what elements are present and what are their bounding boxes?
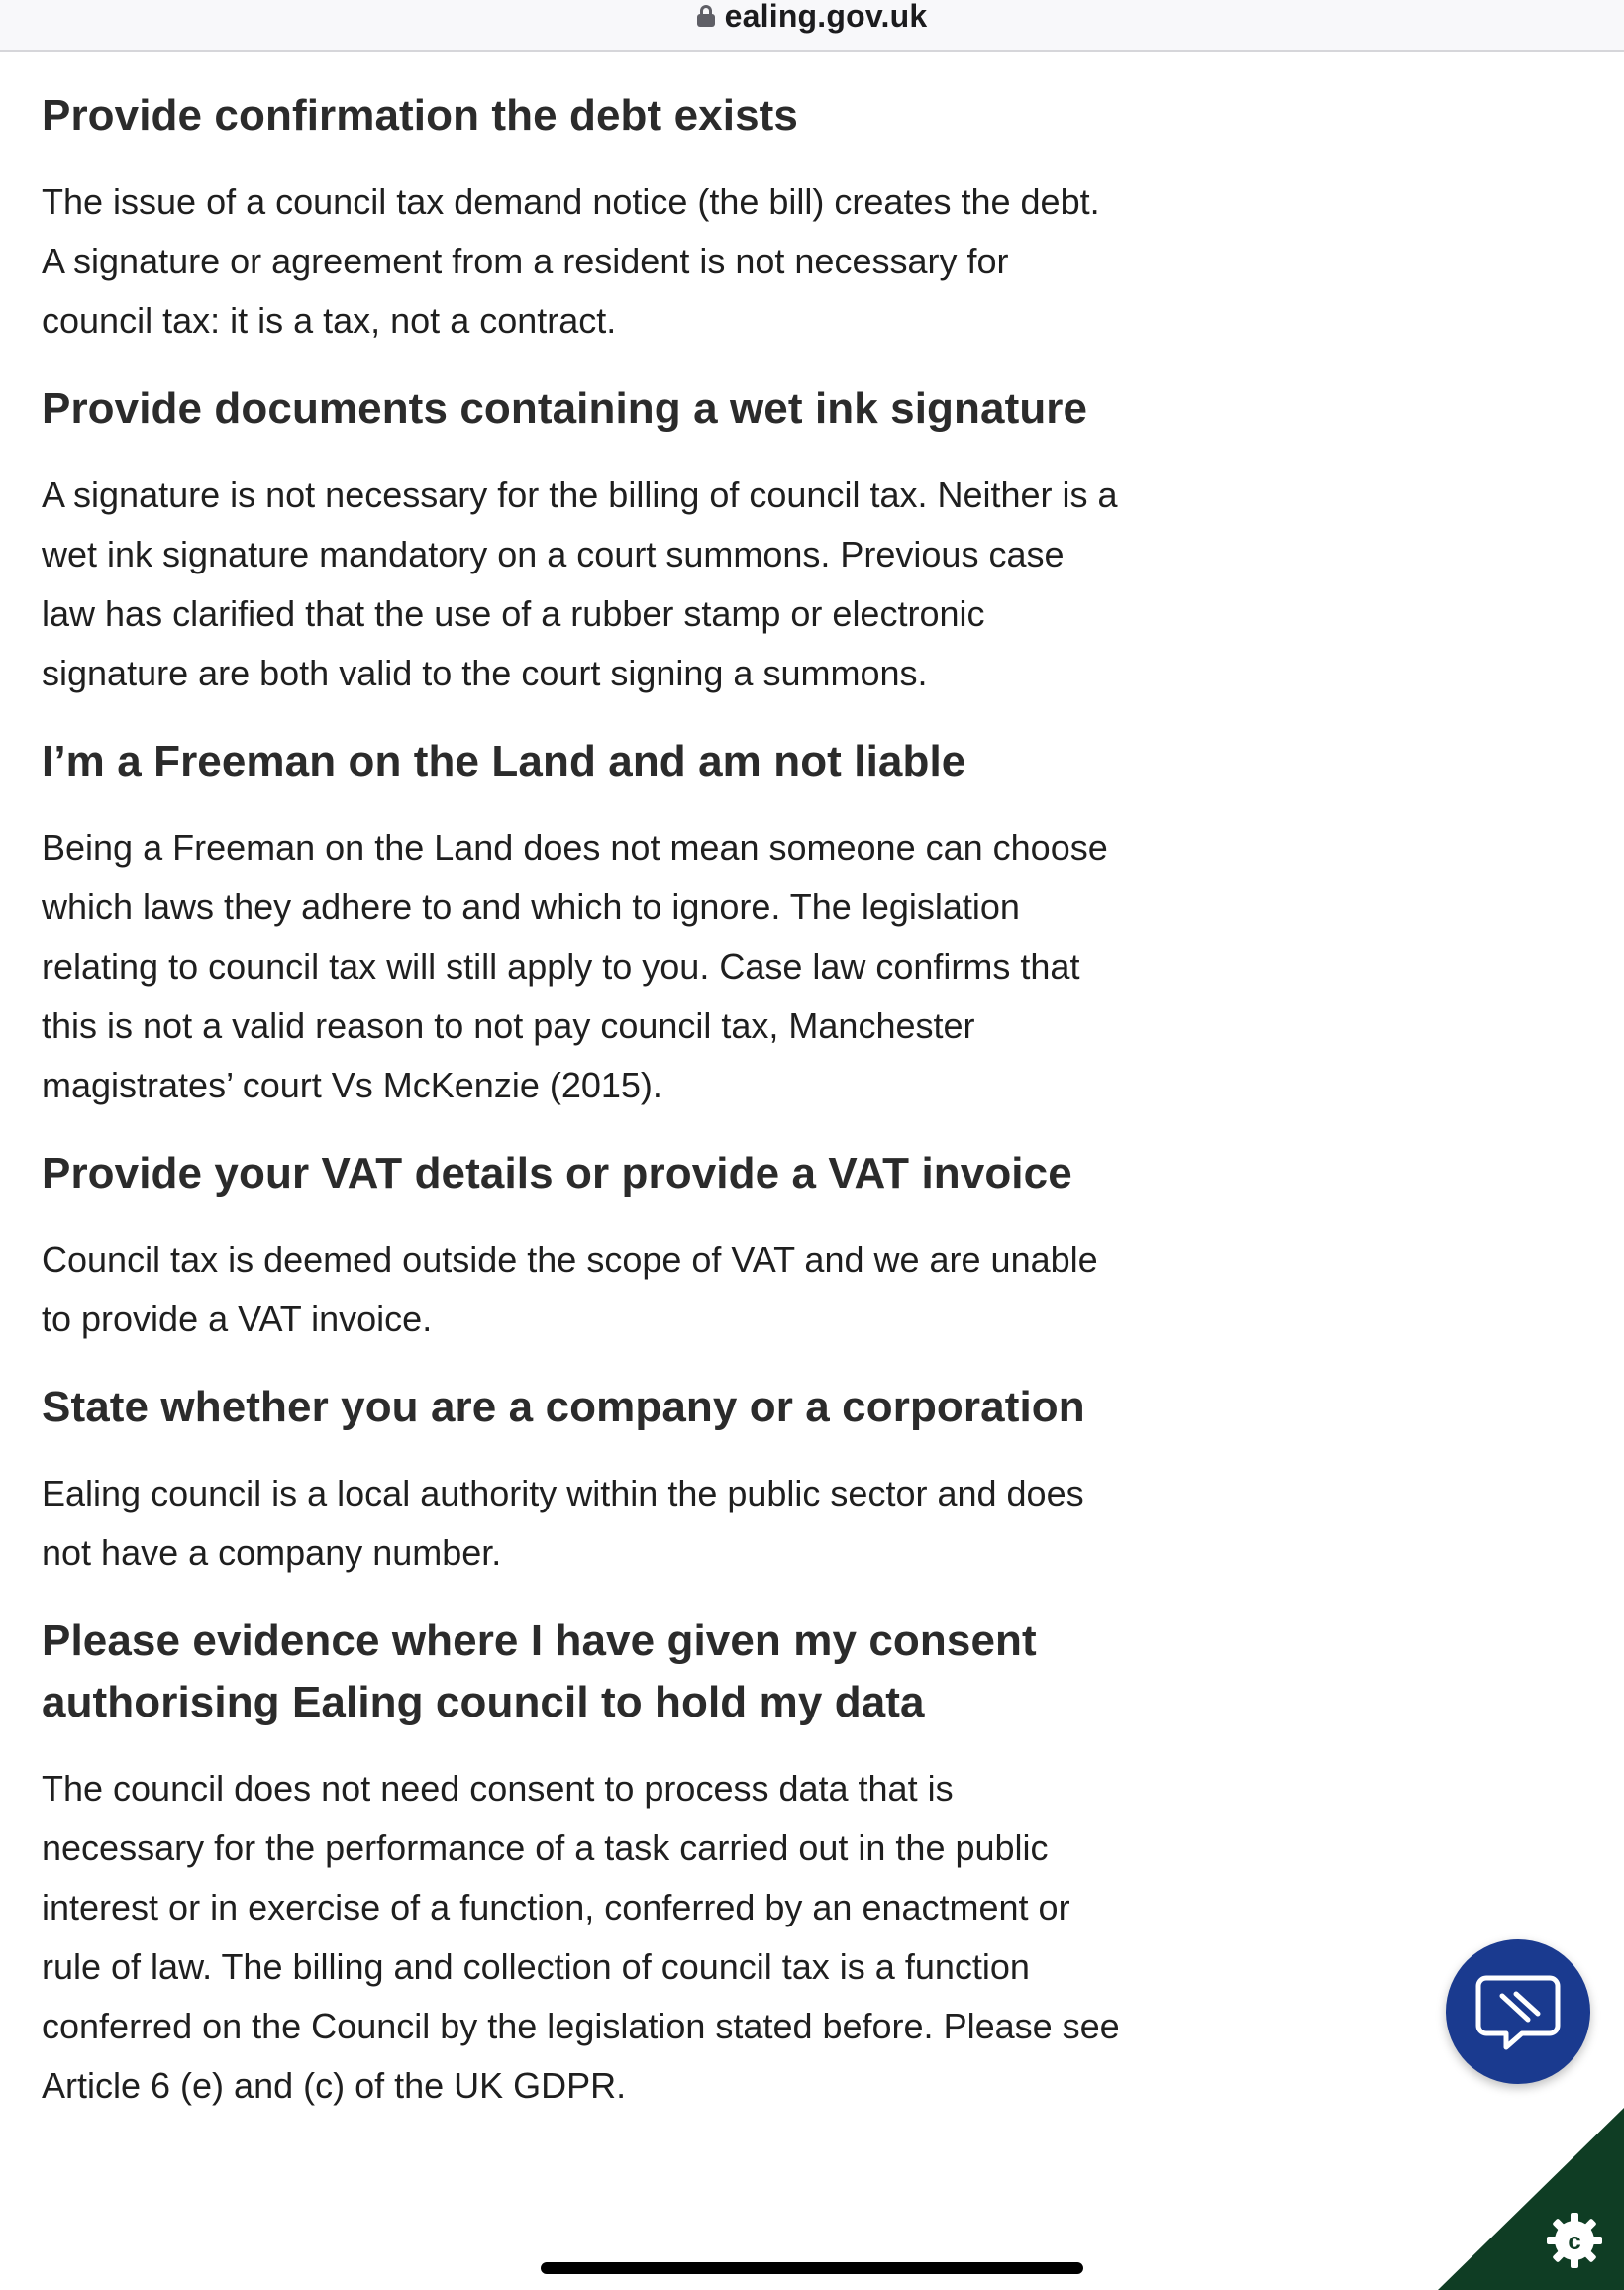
browser-address-bar[interactable]	[0, 0, 1624, 52]
main-content	[42, 59, 1121, 2116]
section-heading-wet-ink-signature: Provide documents containing a wet ink signature	[42, 384, 1088, 433]
url-text[interactable]: ealing.gov.uk	[724, 0, 928, 34]
section-body-company: Ealing council is a local authority within the public sector and does not have a company number.	[42, 1473, 1084, 1573]
home-indicator	[541, 2262, 1083, 2274]
chat-button[interactable]	[1446, 1939, 1590, 2084]
gear-icon	[1543, 2209, 1606, 2272]
section-body-vat: Council tax is deemed outside the scope of VAT and we are unable to provide a VAT invoice.	[42, 1239, 1098, 1339]
section-body-debt-exists: The issue of a council tax demand notice (the bill) creates the debt. A signature or agreement from a resident is not necessary for council tax: it is a tax, not a contract.	[42, 181, 1100, 341]
section-heading-debt-exists: Provide confirmation the debt exists	[42, 91, 798, 140]
svg-text:c: c	[1568, 2229, 1581, 2255]
section-heading-vat: Provide your VAT details or provide a VAT invoice	[42, 1149, 1072, 1197]
cookie-settings-button[interactable]	[1438, 2108, 1624, 2290]
section-heading-company: State whether you are a company or a corporation	[42, 1383, 1085, 1431]
chat-bubble-icon	[1472, 1966, 1564, 2057]
section-heading-consent: Please evidence where I have given my consent authorising Ealing council to hold my data	[42, 1616, 1037, 1726]
section-heading-freeman: I’m a Freeman on the Land and am not liable	[42, 737, 966, 785]
section-body-freeman: Being a Freeman on the Land does not mean someone can choose which laws they adhere to and which to ignore. The legislation relating to council tax will still apply to you. Case law confirms that this is not a valid reason to not pay council tax, Manchester magistrates’ court Vs McKenzie (2015).	[42, 827, 1108, 1105]
section-body-consent: The council does not need consent to process data that is necessary for the performance of a task carried out in the public interest or in exercise of a function, conferred by an enactment or rule of law. The billing and collection of council tax is a function conferred on the Council by the legislation stated before. Please see Article 6 (e) and (c) of the UK GDPR.	[42, 1768, 1120, 2106]
lock-icon	[697, 5, 715, 27]
section-body-wet-ink-signature: A signature is not necessary for the billing of council tax. Neither is a wet ink signature mandatory on a court summons. Previous case law has clarified that the use of a rubber stamp or electronic signature are both valid to the court signing a summons.	[42, 474, 1118, 693]
url-wrap	[697, 0, 928, 35]
